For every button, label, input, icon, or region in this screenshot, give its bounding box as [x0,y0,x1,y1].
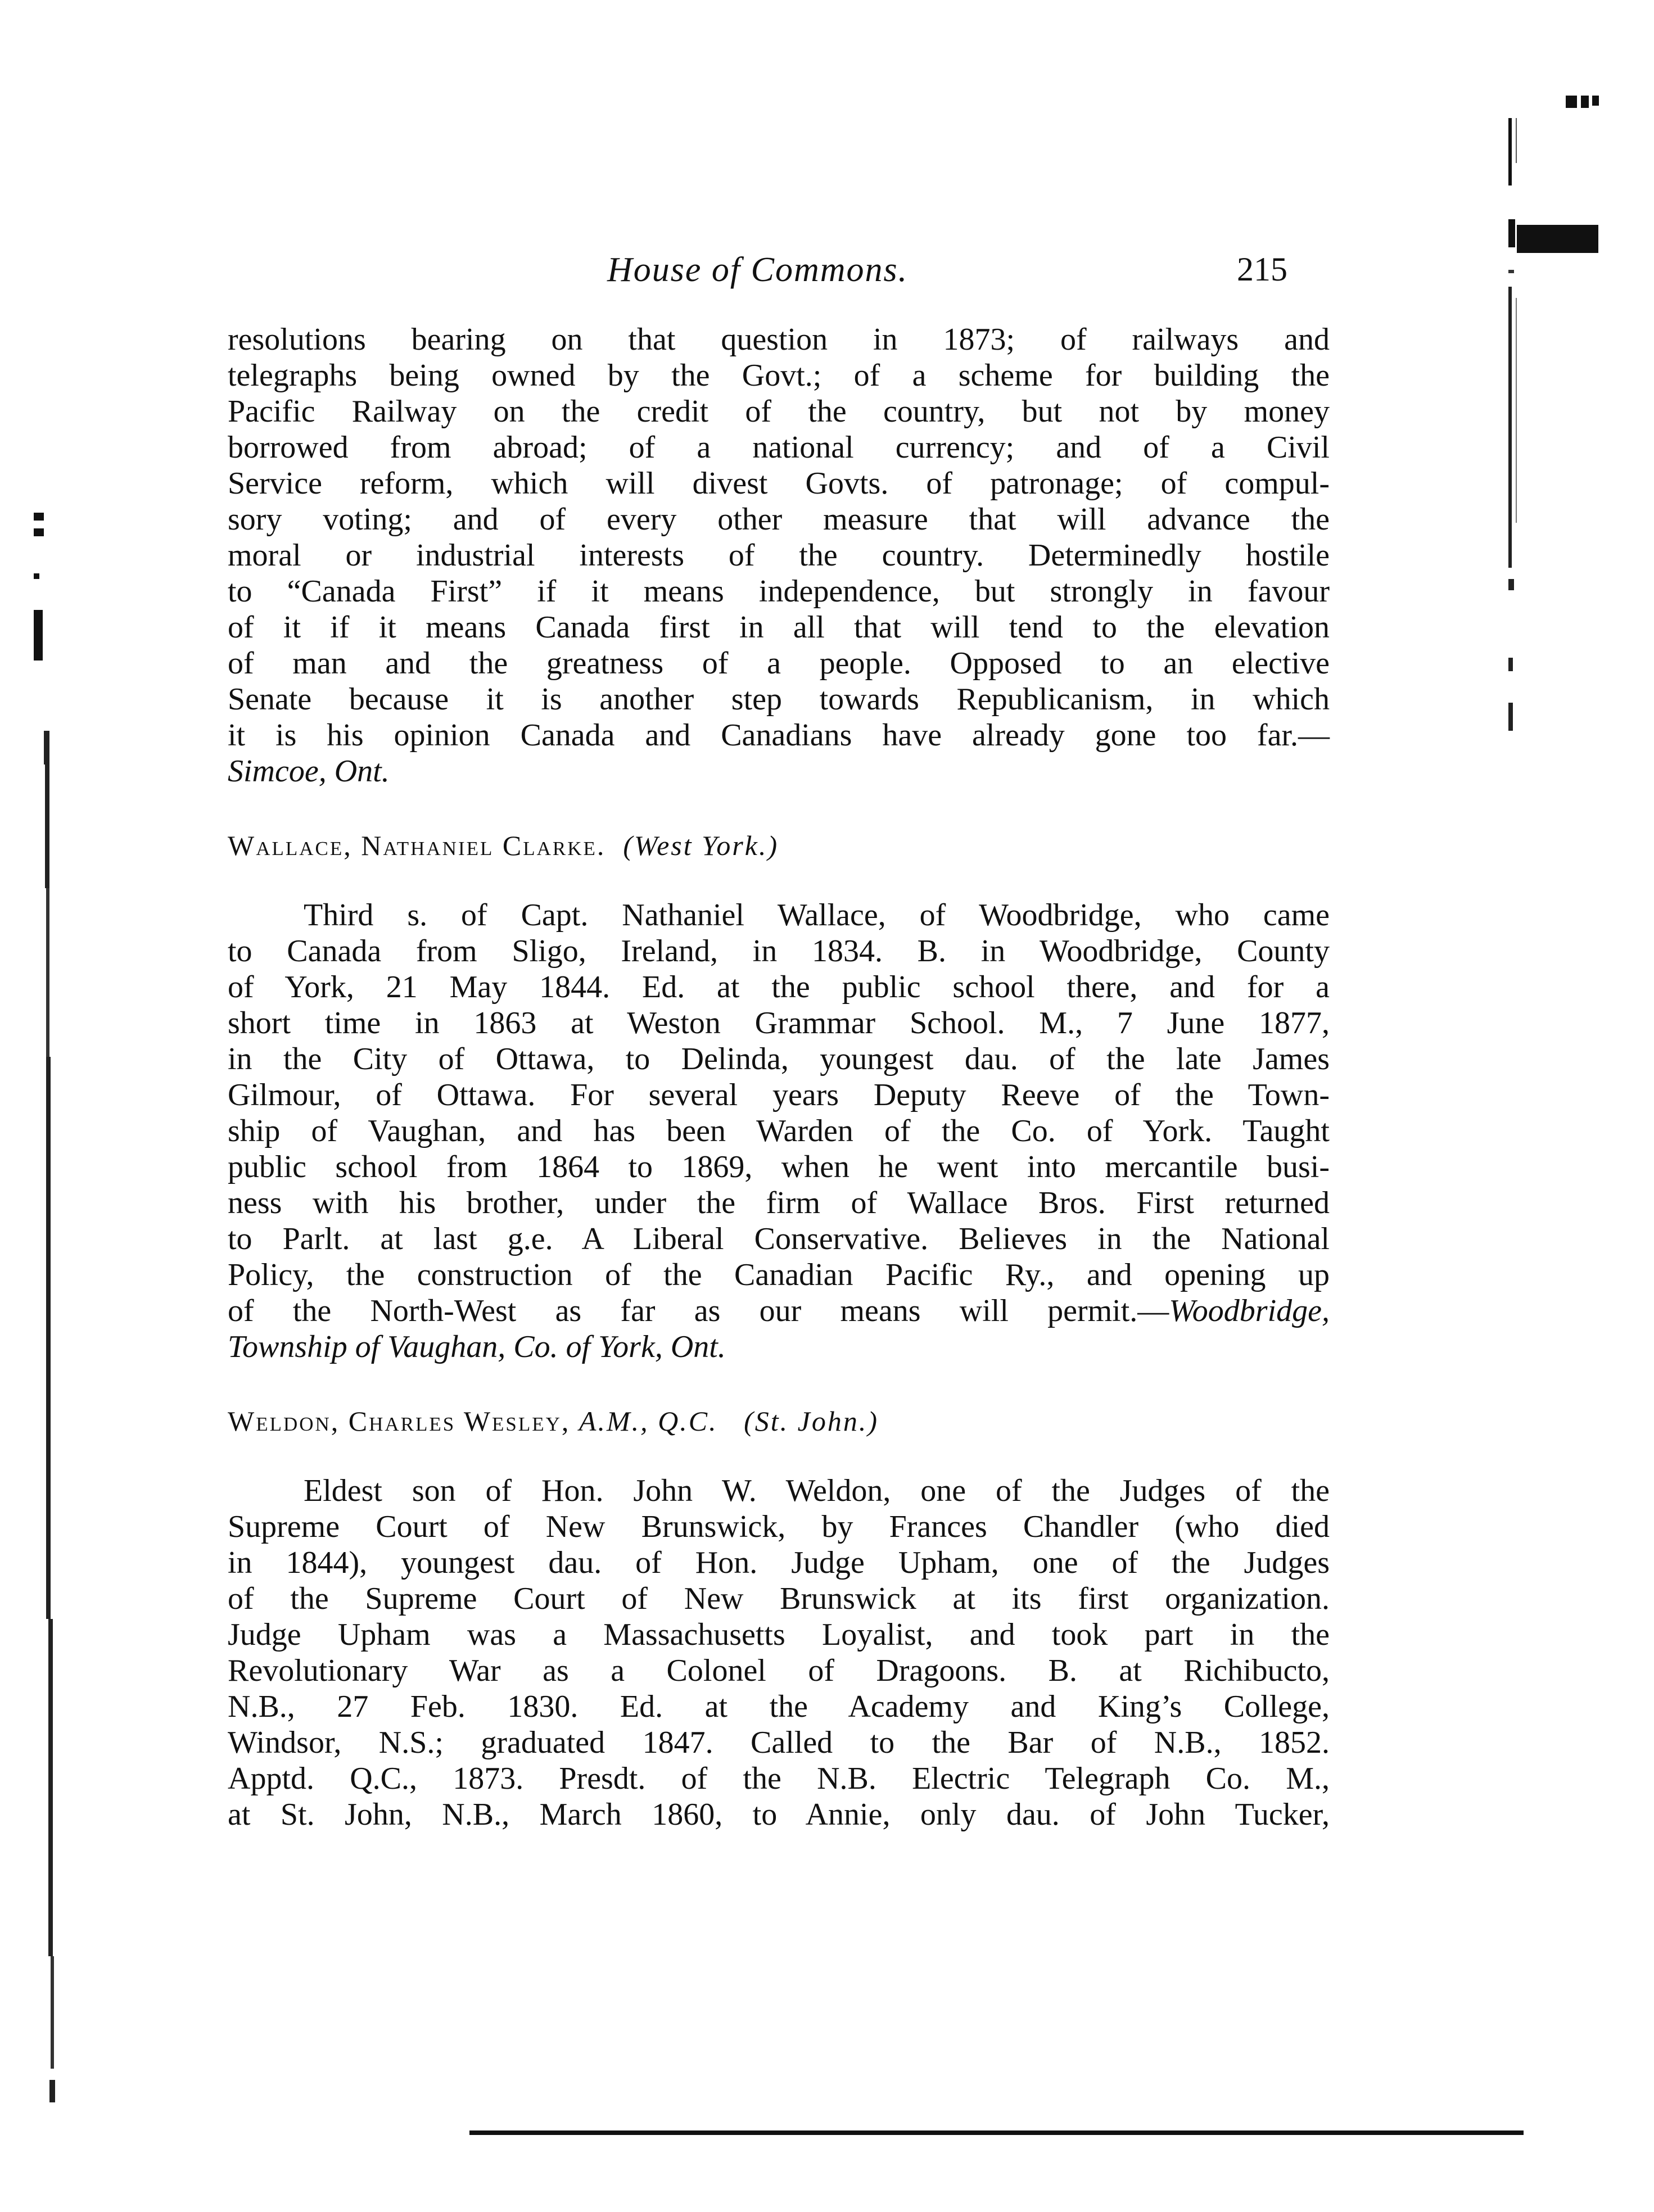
member-degrees: A.M., Q.C. [579,1405,718,1437]
text-line: Supreme Court of New Brunswick, by Frances Chandler (who died [228,1509,1330,1544]
text-fragment: of the North-West as far as our means will permit.— [228,1293,1169,1328]
text-line: Third s. of Capt. Nathaniel Wallace, of Woodbridge, who came [304,898,1330,933]
text-line: of the Supreme Court of New Brunswick at its first organization. [228,1581,1330,1616]
member-name: Wallace, Nathaniel Clarke. [228,830,606,861]
text-line: borrowed from abroad; of a national currency; and of a Civil [228,430,1330,465]
text-line: short time in 1863 at Weston Grammar School. M., 7 June 1877, [228,1006,1330,1041]
entry-paragraph-wallace [228,897,1330,1365]
text-line: moral or industrial interests of the country. Determinedly hostile [228,538,1330,573]
text-line: Judge Upham was a Massachusetts Loyalist, and took part in the [228,1617,1330,1652]
running-title: House of Commons. [607,251,909,289]
text-line: in 1844), youngest dau. of Hon. Judge Upham, one of the Judges [228,1545,1330,1580]
text-line: Apptd. Q.C., 1873. Presdt. of the N.B. Electric Telegraph Co. M., [228,1761,1330,1796]
text-line: in the City of Ottawa, to Delinda, youngest dau. of the late James [228,1042,1330,1076]
text-line: Service reform, which will divest Govts. of patronage; of compul- [228,466,1330,501]
running-head [607,250,1310,295]
text-line: Windsor, N.S.; graduated 1847. Called to the Bar of N.B., 1852. [228,1725,1330,1760]
text-line: ness with his brother, under the firm of Wallace Bros. First returned [228,1186,1330,1220]
left-scan-edge-artifact [0,495,62,2125]
text-line [228,1293,1330,1329]
page-number: 215 [1237,251,1287,288]
text-line: telegraphs being owned by the Govt.; of a scheme for building the [228,358,1330,393]
entry-heading-wallace [228,827,1330,863]
constituency: (St. John.) [744,1405,879,1437]
text-line: Revolutionary War as a Colonel of Dragoons. B. at Richibucto, [228,1653,1330,1688]
text-line: Policy, the construction of the Canadian Pacific Ry., and opening up [228,1257,1330,1292]
text-line: public school from 1864 to 1869, when he went into mercantile busi- [228,1150,1330,1184]
text-line: sory voting; and of every other measure that will advance the [228,502,1330,537]
bottom-rule [469,2129,1524,2137]
text-line: to “Canada First” if it means independence, but strongly in favour [228,574,1330,609]
text-line: Eldest son of Hon. John W. Weldon, one of the Judges of the [304,1473,1330,1508]
text-line: it is his opinion Canada and Canadians have already gone too far.— [228,718,1330,753]
member-name: Weldon, Charles Wesley, [228,1405,571,1437]
text-line: of York, 21 May 1844. Ed. at the public school there, and for a [228,970,1330,1005]
text-line: of man and the greatness of a people. Opposed to an elective [228,646,1330,681]
text-line: Senate because it is another step towards Republicanism, in which [228,682,1330,717]
text-line: N.B., 27 Feb. 1830. Ed. at the Academy and King’s College, [228,1689,1330,1724]
text-line: to Canada from Sligo, Ireland, in 1834. B. in Woodbridge, County [228,934,1330,969]
text-line: to Parlt. at last g.e. A Liberal Conservative. Believes in the National [228,1222,1330,1256]
right-scan-edge-artifact [1507,96,1636,770]
text-line: Gilmour, of Ottawa. For several years Deputy Reeve of the Town- [228,1078,1330,1112]
text-line: of it if it means Canada first in all that will tend to the elevation [228,610,1330,645]
entry-paragraph-weldon [228,1473,1330,1833]
text-line: resolutions bearing on that question in 1873; of railways and [228,322,1330,357]
text-line: at St. John, N.B., March 1860, to Annie, only dau. of John Tucker, [228,1797,1330,1832]
constituency: (West York.) [623,830,779,861]
text-line: Pacific Railway on the credit of the country, but not by money [228,394,1330,429]
entry-address: Township of Vaughan, Co. of York, Ont. [228,1329,726,1364]
text-line: ship of Vaughan, and has been Warden of the Co. of York. Taught [228,1114,1330,1148]
entry-address: Woodbridge, [1169,1293,1330,1328]
entry-continuation-paragraph [228,322,1330,789]
entry-address: Simcoe, Ont. [228,754,390,789]
body-text [228,322,1330,1833]
entry-heading-weldon [228,1403,1330,1439]
